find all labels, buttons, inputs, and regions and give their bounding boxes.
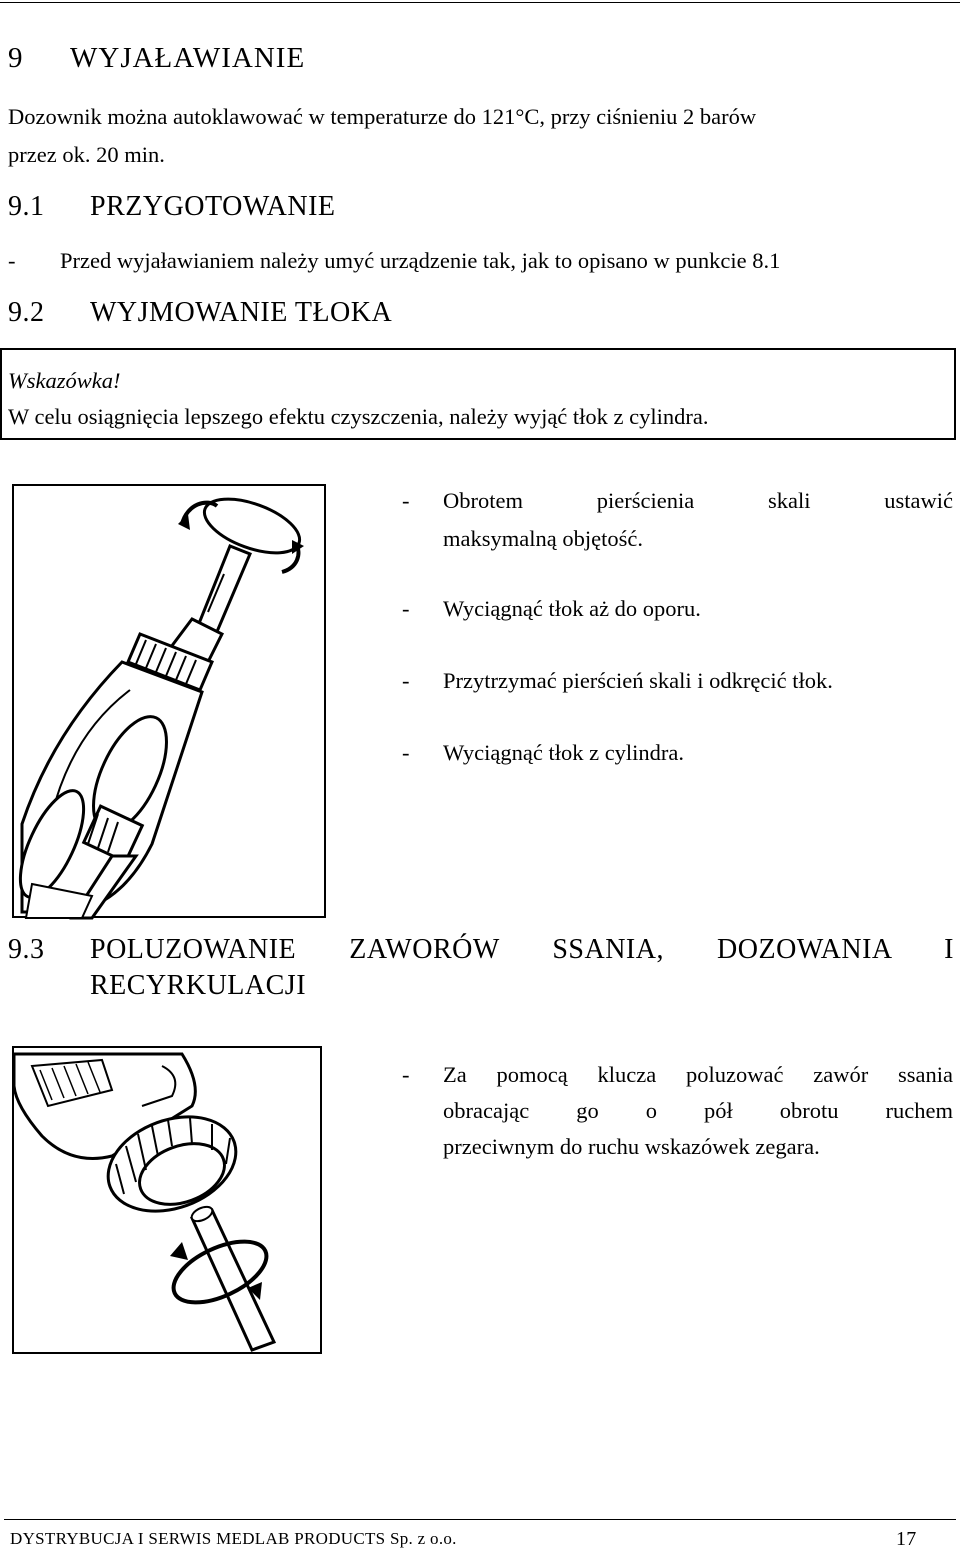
section-9-1-number: 9.1	[8, 191, 45, 222]
step-1-line1: Obrotem pierścienia skali ustawić	[443, 488, 953, 513]
section-9-3-number: 9.3	[8, 934, 45, 965]
section-9-2-number: 9.2	[8, 297, 45, 328]
step-2-dash: -	[402, 596, 410, 621]
section-9-1-bullet: -	[8, 248, 16, 273]
step-9-3-line2: obracając go o pół obrotu ruchem	[443, 1098, 953, 1123]
section-9-2-title: WYJMOWANIE TŁOKA	[90, 297, 393, 328]
section-9-intro-line1: Dozownik można autoklawować w temperaturze do 121°C, przy ciśnieniu 2 barów	[8, 104, 757, 129]
section-9-intro-line2: przez ok. 20 min.	[8, 142, 165, 167]
note-title: Wskazówka!	[8, 368, 121, 393]
section-9-3-title-line2: RECYRKULACJI	[90, 970, 307, 1001]
piston-removal-illustration	[12, 484, 328, 920]
step-3-dash: -	[402, 668, 410, 693]
step-1-line2: maksymalną objętość.	[443, 526, 643, 551]
step-9-3-line1: Za pomocą klucza poluzować zawór ssania	[443, 1062, 953, 1087]
step-2-line1: Wyciągnąć tłok aż do oporu.	[443, 596, 701, 621]
section-9-1-item: Przed wyjaławianiem należy umyć urządzenie tak, jak to opisano w punkcie 8.1	[60, 248, 781, 273]
step-9-3-dash: -	[402, 1062, 410, 1087]
step-3-line1: Przytrzymać pierścień skali i odkręcić tłok.	[443, 668, 833, 693]
top-rule	[0, 2, 960, 3]
page-number: 17	[896, 1528, 917, 1550]
step-9-3-line3: przeciwnym do ruchu wskazówek zegara.	[443, 1134, 820, 1159]
section-9-number: 9	[8, 42, 24, 74]
step-4-line1: Wyciągnąć tłok z cylindra.	[443, 740, 685, 765]
valve-loosening-illustration	[12, 1046, 324, 1356]
footer-company: DYSTRYBUCJA I SERWIS MEDLAB PRODUCTS Sp. z o.o.	[10, 1529, 457, 1548]
step-4-dash: -	[402, 740, 410, 765]
section-9-3-title-line1: POLUZOWANIE ZAWORÓW SSANIA, DOZOWANIA I	[90, 934, 954, 965]
note-text: W celu osiągnięcia lepszego efektu czyszczenia, należy wyjąć tłok z cylindra.	[8, 404, 709, 429]
step-1-dash: -	[402, 488, 410, 513]
section-9-1-title: PRZYGOTOWANIE	[90, 191, 336, 222]
section-9-title: WYJAŁAWIANIE	[70, 42, 306, 74]
footer-rule	[4, 1519, 956, 1520]
